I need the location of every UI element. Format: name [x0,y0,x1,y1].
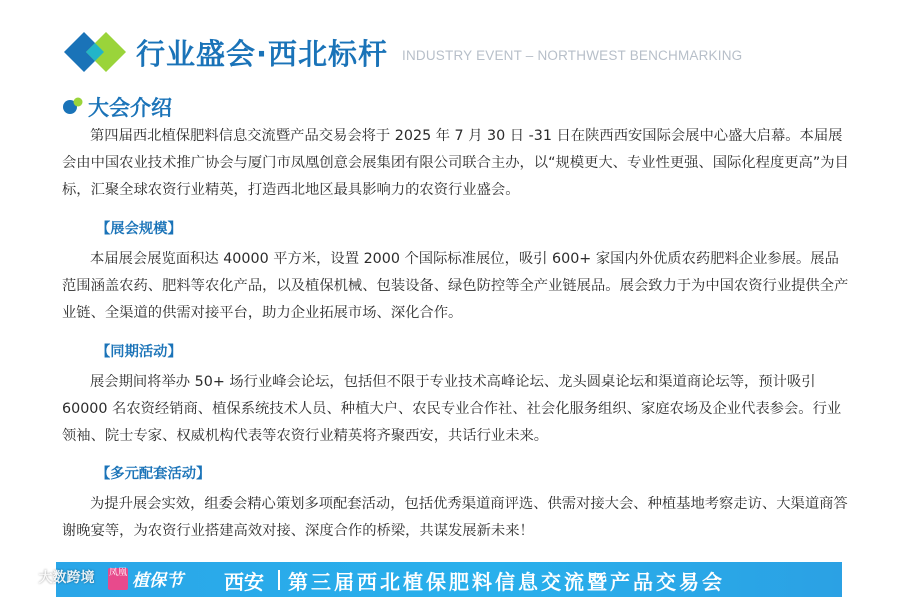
banner-divider [278,570,280,590]
activities-paragraph: 展会期间将举办 50+ 场行业峰会论坛，包括但不限于专业技术高峰论坛、龙头圆桌论坛和渠道商论坛等，预计吸引 60000 名农资经销商、植保系统技术人员、种植大户、农民专业合作社、社会化服务组织、家庭农场及企业代表参会。行业领袖、院士专家、权威机构代表等农资行业精英将齐聚西安，共话行业未来。 [62,374,842,444]
event-banner [56,562,842,597]
page-header [62,28,882,76]
section-title: 大会介绍 [88,96,172,120]
page-title: 行业盛会·西北标杆 [136,37,389,71]
banner-title: 第三届西北植保肥料信息交流暨产品交易会 [288,570,725,594]
supporting-paragraph: 为提升展会实效，组委会精心策划多项配套活动，包括优秀渠道商评选、供需对接大会、种植基地考察走访、大渠道商答谢晚宴等，为农资行业搭建高效对接、深度合作的桥梁，共谋发展新未来！ [62,496,848,539]
watermark-logo-icon [0,566,34,588]
watermark-text: 大数跨境 [38,570,95,586]
scale-paragraph: 本届展会展览面积达 40000 平方米，设置 2000 个国际标准展位，吸引 600+ 家国内外优质农药肥料企业参展。展品范围涵盖农药、肥料等农化产品，以及植保机械、包装设备、绿色防控等全产业链展品。展会致力于为中国农资行业提供全产业链、全渠道的供需对接平台，助力企业拓展市场、深化合作。 [62,251,849,321]
bubble-icon [62,96,84,116]
banner-city: 西安 [224,570,264,594]
scale-heading: 【展会规模】 [96,221,182,237]
supporting-heading: 【多元配套活动】 [96,466,211,482]
banner-brand: 植保节 [132,571,183,591]
page-subtitle: INDUSTRY EVENT – NORTHWEST BENCHMARKING [402,48,743,63]
intro-paragraph: 第四届西北植保肥料信息交流暨产品交易会将于 2025 年 7 月 30 日 -31 日在陕西西安国际会展中心盛大启幕。本届展会由中国农业技术推广协会与厦门市凤凰创意会展集团有限公司联合主办，以“规模更大、专业性更强、国际化程度更高”为目标，汇聚全球农资行业精英，打造西北地区最具影响力的农资行业盛会。 [62,128,849,198]
banner-tag: 凤凰 [108,568,128,590]
diamond-logo-icon [62,30,130,74]
watermark [0,566,94,588]
activities-heading: 【同期活动】 [96,344,182,360]
